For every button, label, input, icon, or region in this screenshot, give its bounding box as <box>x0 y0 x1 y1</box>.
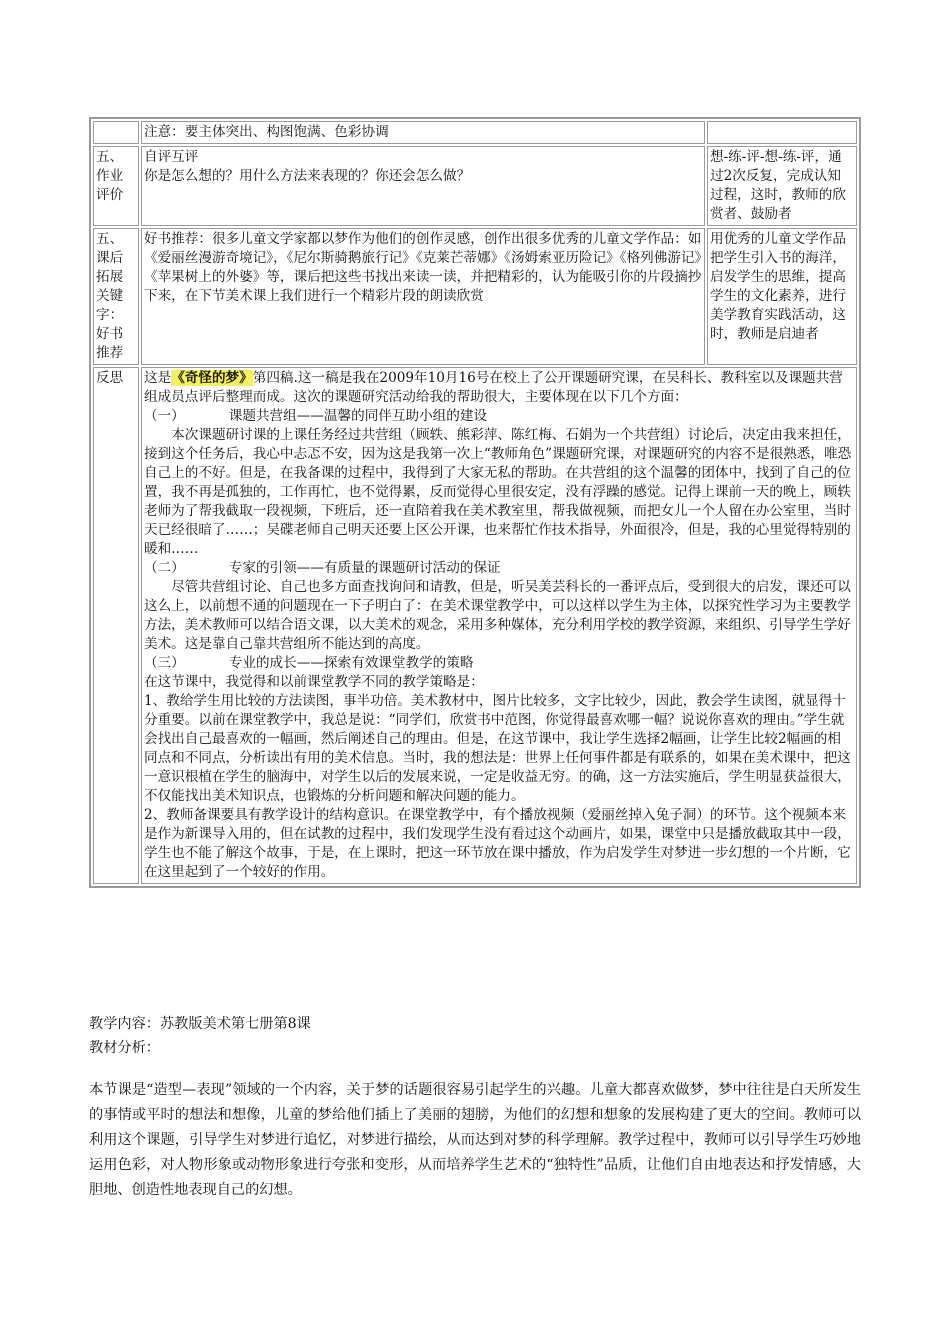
content-line: 自评互评 <box>144 149 199 165</box>
section-text: 本次课题研讨课的上课任务经过共营组（顾轶、熊彩萍、陈红梅、石娟为一个共营组）讨论后，决定由我来担任，接到这个任务后，我心中忐忑不安，因为这是我第一次上“教师角色”课题研究课，对课题研究的内容不是很熟悉，唯恐自己上的不好。但是，在我备课的过程中，我得到了大家无私的帮助。在共营组的这个温馨的团体中，找到了自己的位置，我不再是孤独的，工作再忙，也不觉得累，反而觉得心里很安定，没有浮躁的感觉。记得上课前一天的晚上，顾轶老师为了帮我截取一段视频，下班后，还一直陪着我在美术教室里，帮我做视频，而把女儿一个人留在办公室里，当时天已经很暗了……；吴碟老师自己明天还要上区公开课，也来帮忙作技术指导，外面很冷，但是，我的心里觉得特别的暖和…… <box>144 427 852 557</box>
section-title: 专业的成长——探索有效课堂教学的策略 <box>228 655 474 671</box>
section-heading <box>144 559 854 578</box>
section-heading <box>144 407 854 426</box>
section-number: （一） <box>144 408 185 424</box>
analysis-label: 教材分析： <box>89 1040 160 1056</box>
lesson-plan-table <box>89 117 861 888</box>
row-note: 用优秀的儿童文学作品把学生引入书的海洋，启发学生的思维，提高学生的文化素养，进行美学教育实践活动，这时，教师是启迪者 <box>707 228 857 365</box>
row-content <box>141 121 705 144</box>
row-label: 五、课后拓展关键字：好书推荐 <box>93 228 139 365</box>
section-heading <box>144 654 854 673</box>
section-number: （三） <box>144 655 185 671</box>
row-content <box>141 228 705 365</box>
row-label: 反思 <box>93 367 139 884</box>
row-label: 五、作业评价 <box>93 146 139 226</box>
section-text: 尽管共营组讨论、自己也多方面查找询问和请教，但是，听吴美芸科长的一番评点后，受到很大的启发，课还可以这么上，以前想不通的问题现在一下子明白了：在美术课堂教学中，可以这样以学生为主体，以探究性学习为主要教学方法，美术教师可以结合语文课，以大美术的观念，采用多种媒体，充分利用学校的教学资源，来组织、引导学生学好美术。这是靠自己靠共营组所不能达到的高度。 <box>144 579 851 652</box>
analysis-text: 本节课是“造型—表现”领域的一个内容，关于梦的话题很容易引起学生的兴趣。儿童大都喜欢做梦，梦中往往是白天所发生的事情或平时的想法和想像，儿童的梦给他们插上了美丽的翅膀，为他们的幻想和想象的发展构建了更大的空间。教师可以利用这个课题，引导学生对梦进行追忆，对梦进行描绘，从而达到对梦的科学理解。教学过程中，教师可以引导学生巧妙地运用色彩，对人物形象或动物形象进行夸张和变形，从而培养学生艺术的“独特性”品质，让他们自由地表达和抒发情感，大胆地、创造性地表现自己的幻想。 <box>89 1082 861 1198</box>
table-row <box>93 228 857 365</box>
strategy-point: 2、教师备课要具有教学设计的结构意识。在课堂教学中，有个播放视频（爱丽丝掉入兔子洞）的环节。这个视频本来是作为新课导入用的，但在试教的过程中，我们发现学生没有看过这个动画片，如果，课堂中只是播放截取其中一段，学生也不能了解这个故事，于是，在上课时，把这一环节放在课中播放，作为启发学生对梦进一步幻想的一个片断，它在这里起到了一个较好的作用。 <box>144 807 851 880</box>
content-line: 好书推荐：很多儿童文学家都以梦作为他们的创作灵感，创作出很多优秀的儿童文学作品：如《爱丽丝漫游奇境记》，《尼尔斯骑鹅旅行记》《克莱芒蒂娜》《汤姆索亚历险记》《格列佛游记》《苹果树上的外婆》等，课后把这些书找出来读一读，并把精彩的，认为能吸引你的片段摘抄下来，在下节美术课上我们进行一个精彩片段的朗读欣赏 <box>144 231 702 304</box>
content-line: 你是怎么想的？用什么方法来表现的？你还会怎么做？ <box>144 168 471 184</box>
analysis-paragraph <box>89 1078 861 1203</box>
table-row-reflection <box>93 367 857 884</box>
reflection-content <box>141 367 857 884</box>
row-content <box>141 146 705 226</box>
row-label <box>93 121 139 144</box>
section-title: 专家的引领——有质量的课题研讨活动的保证 <box>228 560 501 576</box>
lesson-info <box>89 1012 861 1060</box>
intro-text: 第四稿.这一稿是我在2009年10月16号在校上了公开课题研究课，在吴科长、教科室以及课题共营组成员点评后整理而成。这次的课题研究活动给我的帮助很大，主要体现在以下几个方面： <box>144 370 843 405</box>
table-row <box>93 146 857 226</box>
note-line: 注意：要主体突出、构图饱满、色彩协调 <box>144 124 389 140</box>
highlighted-title: 《奇怪的梦》 <box>171 370 253 386</box>
strategy-point: 1、教给学生用比较的方法读图，事半功倍。美术教材中，图片比较多，文字比较少，因此，教会学生读图，就显得十分重要。以前在课堂教学中，我总是说：“同学们，欣赏书中范图，你觉得最喜欢哪一幅？说说你喜欢的理由。”学生就会找出自己最喜欢的一幅画，然后阐述自己的理由。但是，在这节课中，我让学生选择2幅画，让学生比较2幅画的相同点和不同点，分析读出有用的美术信息。当时，我的想法是：世界上任何事件都是有联系的，如果在美术课中，把这一意识根植在学生的脑海中，对学生以后的发展来说，一定是收益无穷。的确，这一方法实施后，学生明显获益很大，不仅能找出美术知识点，也锻炼的分析问题和解决问题的能力。 <box>144 693 851 804</box>
intro-prefix: 这是 <box>144 370 172 386</box>
row-note <box>707 121 857 144</box>
reflection-intro <box>144 369 854 407</box>
table-row <box>93 121 857 144</box>
row-note: 想-练-评-想-练-评，通过2次反复，完成认知过程，这时，教师的欣赏者、鼓励者 <box>707 146 857 226</box>
section-title: 课题共营组——温馨的同伴互助小组的建设 <box>228 408 488 424</box>
lesson-content-line: 教学内容：苏教版美术第七册第8课 <box>89 1016 311 1032</box>
section-number: （二） <box>144 560 185 576</box>
section-lead: 在这节课中，我觉得和以前课堂教学不同的教学策略是： <box>144 674 484 690</box>
